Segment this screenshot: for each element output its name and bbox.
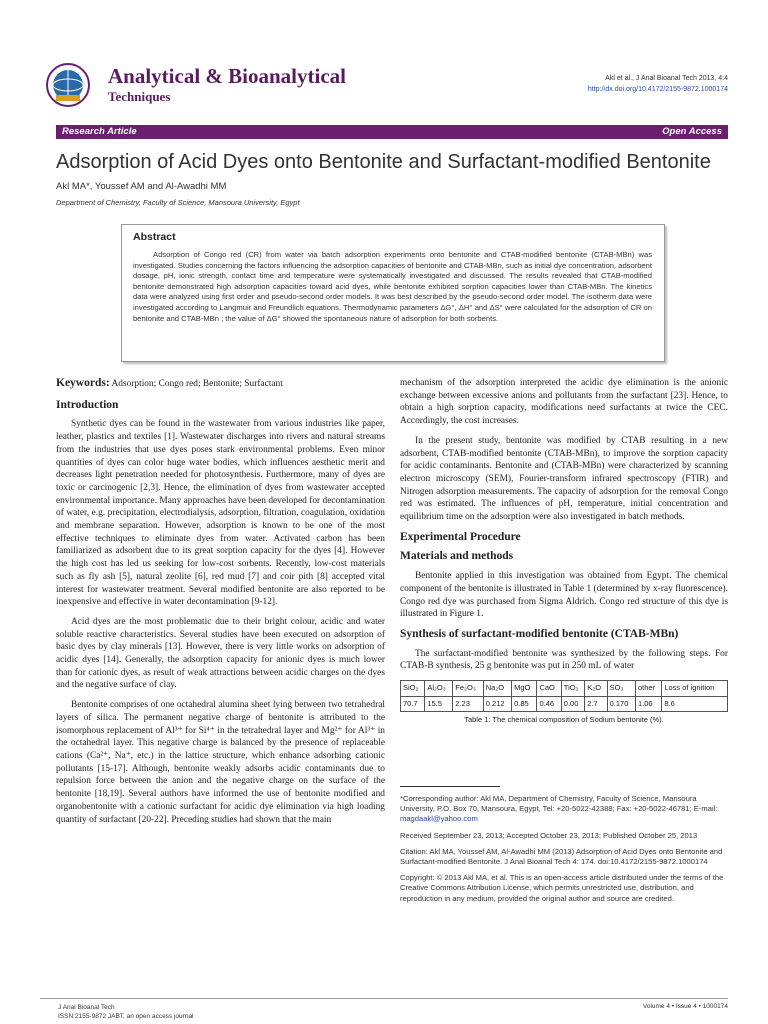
corresponding-text: *Corresponding author: Akl MA, Department of Chemistry, Faculty of Science, Mansoura University, P.O. Box 70, Mansoura, Egypt, Tel: +20-5022-42388; Fax: +20-5022-46781; E-mail: (400, 794, 718, 814)
table-header-cell: Al₂O₃ (425, 681, 453, 697)
table-header-cell: MgO (512, 681, 537, 697)
table-header-cell: TiO₂ (561, 681, 585, 697)
table-cell: 2.23 (453, 696, 483, 712)
footer-journal (58, 1003, 194, 1021)
left-column (56, 377, 385, 833)
intro-heading: Introduction (56, 398, 119, 411)
research-article-label: Research Article (62, 126, 137, 137)
footer-journal-name: J Anal Bioanal Tech (58, 1004, 115, 1011)
journal-subtitle: Techniques (108, 89, 171, 104)
keywords (56, 377, 385, 391)
affiliation: Department of Chemistry, Faculty of Science, Mansoura University, Egypt (56, 198, 300, 207)
received-dates: Received September 23, 2013; Accepted October 23, 2013; Published October 25, 2013 (400, 830, 698, 840)
table-header-cell: other (635, 681, 661, 697)
right-paragraph-1: mechanism of the adsorption interpreted the acidic dye elimination is the anionic exchange between excessive anions and pollutants from the surfactant [23]. Hence, to obtain a high sorption capacity, modifications need surfactants at twice the CEC. Accordingly, the cost increases. (400, 378, 728, 427)
article-title: Adsorption of Acid Dyes onto Bentonite and Surfactant-modified Bentonite (56, 151, 711, 173)
materials-heading: Materials and methods (400, 550, 514, 563)
footer-volume: Volume 4 • Issue 4 • 1000174 (642, 1003, 728, 1010)
right-paragraph-2: In the present study, bentonite was modified by CTAB resulting in a new adsorbent, CTAB-modified bentonite (CTAB-MBn), to improve the sorption capacity for acidic contaminants. Bentonite and (CTAB-MBn) were characterized by scanning electron microscopy (SEM), Fourier-transform infrared spectroscopy (FTIR) and Nitrogen adsorption measurements. The capacity of adsorption for the removal Congo red was estimated. The influences of pH, temperature, initial concentration and equilibrium time on the adsorption were also investigated in batch methods. (400, 435, 728, 523)
abstract-heading: Abstract (133, 231, 176, 243)
footer-issn: ISSN:2155-9872 JABT, an open access journal (58, 1013, 194, 1020)
table-header-cell: Loss of ignition (662, 681, 728, 697)
table-header-cell: CaO (537, 681, 561, 697)
citation-text: Akl et al., J Anal Bioanal Tech 2013, 4:4 (605, 75, 728, 82)
experimental-heading: Experimental Procedure (400, 530, 521, 543)
table-header-cell: SO₃ (607, 681, 635, 697)
materials-paragraph: Bentonite applied in this investigation was obtained from Egypt. The chemical component of the bentonite is illustrated in Table 1 (determined by x-ray fluorescence). Congo red dye was purchased from Sigma Aldrich. Congo red structure of this dye is illustrated in Figure 1. (400, 571, 728, 620)
table-header-row (401, 681, 728, 697)
intro-paragraph-2: Acid dyes are the most problematic due to their bright colour, acidic and water soluble reactive characteristics. Several studies have been executed on adsorption of basic dyes by clay minerals [13]. However, there is very little works on adsorption of acidic dyes [14]. Generally, the adsorption capacity for anionic dyes is much lower than for cationic dyes, as result of weak attractions between acidic charges on the dyes and the negative surface of clay. (56, 616, 385, 691)
table-cell: 1.06 (635, 696, 661, 712)
table-caption: Table 1: The chemical composition of Sodium bentonite (%). (464, 715, 664, 725)
table-header-cell: Na₂O (483, 681, 511, 697)
intro-paragraph-1: Synthetic dyes can be found in the wastewater from various industries like paper, leather, plastics and textiles [1]. Wastewater discharges into rivers and natural streams from the industries that use dyes poses stark environmental problems. Even minor quantities of dyes can color huge water bodies, which influences aesthetic merit and decreases light penetration needed for photosynthesis. Furthermore, many of dyes are toxic or carcinogenic [2,3]. Hence, the elimination of dyes from wastewater accepted environmental importance. Many approaches have been developed for decontamination of water, e.g. precipitation, electrodialysis, adsorption, filtration, coagulation, oxidation and membrane separation. However, adsorption is known to be one of the most effective techniques to eliminate dyes from water. Activated carbon has been familiarized as adsorbent due to its great sorption capacity for the dyes [4]. However the high cost has led us seeking for low-cost sorbents. Recently, low-cost materials such as fly ash [5], natural zeolite [6], red mud [7] and coir pith [8] accepted vital interest for wastewater treatment. Several modified bentonite are also reported to be inexpensive and effective in water decontamination [9-12]. (56, 419, 385, 608)
citation-note: Citation: Akl MA, Youssef AM, Al-Awadhi MM (2013) Adsorption of Acid Dyes onto Bentonite and Surfactant-modified Bentonite. J Anal Bioanal Tech 4: 174. doi:10.4172/2155-9872.1000174 (400, 846, 723, 867)
footer-divider (40, 998, 728, 999)
table-cell: 0.85 (512, 696, 537, 712)
authors: Akl MA*, Youssef AM and Al-Awadhi MM (56, 181, 227, 192)
open-access-label: Open Access (662, 126, 722, 137)
table-cell: 2.7 (585, 696, 607, 712)
article-notes (400, 794, 728, 910)
corresponding-author (400, 794, 728, 825)
keywords-label: Keywords: (56, 377, 110, 389)
intro-paragraph-3: Bentonite comprises of one octahedral alumina sheet lying between two tetrahedral layers of silica. The permanent negative charge of bentonite is attributed to the isomorphous replacement of Al³⁺ for Si⁴⁺ in the tetrahedral layer and Mg²⁺ for Al³⁺ in the octahedral layer. This negative charge is balanced by the presence of replaceable cations (Ca²⁺, Na⁺, etc.) in the lattice structure, which enhance adsorbing cationic pollutants [15-17]. Although, bentonite weakly adsorbs acidic contaminants due to repulsion force between the anion and the negative charge on the surface of the bentonite [18,19]. Several authors have informed the use of bentonite modified and organobentonite with a cationic surfactant for acidic dye elimination via high loading quantity of surfactant [20-22]. Preceding studies had shown that the main (56, 700, 385, 825)
table-cell: 0.00 (561, 696, 585, 712)
table-cell: 70.7 (401, 696, 425, 712)
table-cell: 15.5 (425, 696, 453, 712)
composition-table (400, 680, 728, 712)
keywords-text: Adsorption; Congo red; Bentonite; Surfactant (109, 379, 283, 389)
table-row (401, 696, 728, 712)
notes-divider (400, 786, 500, 787)
journal-title: Analytical & Bioanalytical (108, 64, 346, 88)
synthesis-paragraph: The surfactant-modified bentonite was synthesized by the following steps. For CTAB-B synthesis, 25 g bentonite was put in 250 mL of water (400, 648, 728, 672)
table-header-cell: K₂O (585, 681, 607, 697)
email-link[interactable]: magdaakl@yahoo.com (400, 814, 478, 824)
article-type-bar (56, 125, 728, 139)
table-header-cell: SiO₂ (401, 681, 425, 697)
table-cell: 0.170 (607, 696, 635, 712)
doi-link[interactable]: http://dx.doi.org/10.4172/2155-9872.1000174 (587, 86, 728, 93)
abstract-box (121, 224, 665, 362)
table-cell: 0.212 (483, 696, 511, 712)
table-header-cell: Fe₂O₃ (453, 681, 483, 697)
table-cell: 8.6 (662, 696, 728, 712)
right-column (400, 377, 728, 727)
synthesis-heading: Synthesis of surfactant-modified bentonite (CTAB-MBn) (400, 627, 679, 640)
abstract-text: Adsorption of Congo red (CR) from water via batch adsorption experiments onto bentonite and CTAB-modified bentonite (CTAB-MBn) was investigated. Studies concerning the factors influencing the adsorption capacities of bentonite and CTAB-MBn, such as initial dye concentration, adsorbent dosage, pH, ionic strength, contact time and temperature were systematically investigated and discussed. The results revealed that CTAB-modified bentonite demonstrated high adsorption capacities toward acid dyes, while bentonite exhibited sorption capacities lower than CTAB-MBn. The kinetics data were analyzed using first order and pseudo-second order models. It was best described by the pseudo-second order model. The isotherm data were investigated according to Langmuir and Freundlich equations. Thermodynamic parameters ΔG°, ΔH° and ΔS° were calculated for the adsorption of CR on bentonite and CTAB-MBn ; the value of ΔG° showed the spontaneous nature of adsorption for both sorbents. (133, 250, 652, 323)
copyright-note: Copyright: © 2013 Akl MA, et al. This is an open-access article distributed under the terms of the Creative Commons Attribution License, which permits unrestricted use, distribution, and reproduction in any medium, provided the original author and source are credited. (400, 873, 724, 903)
journal-logo (38, 60, 98, 110)
citation-header (588, 73, 728, 95)
table-cell: 0.46 (537, 696, 561, 712)
